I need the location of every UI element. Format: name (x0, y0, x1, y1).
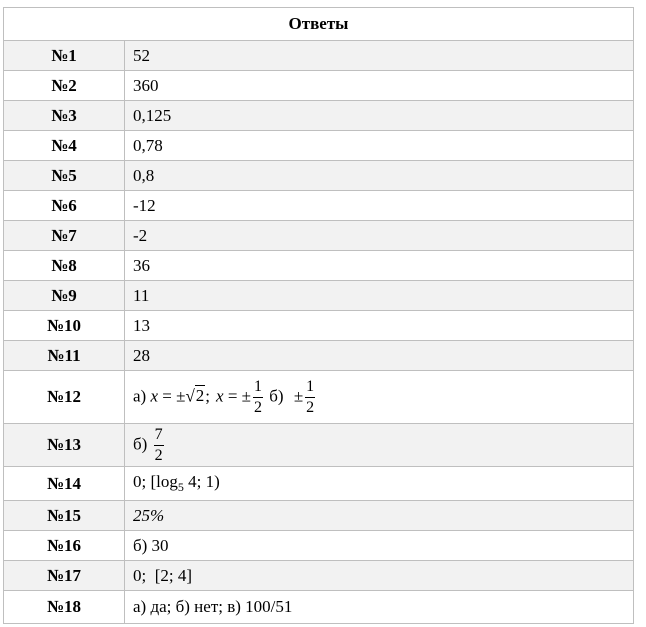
plus-minus-sign: ± (293, 385, 304, 405)
answer-cell: 13 (125, 311, 634, 341)
task-number: №17 (4, 561, 125, 591)
answer-cell: 0,78 (125, 131, 634, 161)
table-row (4, 311, 634, 341)
task-number: №12 (4, 371, 125, 424)
table-row (4, 424, 634, 467)
variable-x: x (150, 385, 159, 405)
table-row (4, 101, 634, 131)
task-number: №1 (4, 41, 125, 71)
table-title: Ответы (4, 8, 634, 41)
sqrt-radicand: 2 (195, 385, 205, 405)
plus-minus-sign: ± (176, 385, 186, 405)
task-number: №16 (4, 531, 125, 561)
fraction (154, 427, 164, 464)
answer-cell-formula (125, 424, 634, 467)
plus-minus-sign: ± (241, 385, 252, 405)
answers-table (3, 7, 634, 624)
sqrt-icon: √ (185, 385, 195, 405)
task-number: №11 (4, 341, 125, 371)
fraction-numerator: 1 (305, 379, 315, 398)
task-number: №8 (4, 251, 125, 281)
answer-cell: 0,125 (125, 101, 634, 131)
answer-cell-formula (125, 467, 634, 501)
fraction (305, 379, 315, 416)
table-row (4, 531, 634, 561)
table-header-row (4, 8, 634, 41)
task-number: №18 (4, 591, 125, 624)
table-row (4, 251, 634, 281)
task-number: №5 (4, 161, 125, 191)
answer-cell: а) да; б) нет; в) 100/51 (125, 591, 634, 624)
answer-cell: 360 (125, 71, 634, 101)
table-row (4, 591, 634, 624)
task-number: №4 (4, 131, 125, 161)
task-number: №6 (4, 191, 125, 221)
fraction-numerator: 7 (154, 427, 164, 446)
answer-cell: 28 (125, 341, 634, 371)
fraction-denominator: 2 (154, 446, 163, 464)
answer-cell: 0,8 (125, 161, 634, 191)
task-number: №3 (4, 101, 125, 131)
separator: ; (205, 385, 211, 405)
table-row (4, 561, 634, 591)
table-row (4, 501, 634, 531)
task-number: №9 (4, 281, 125, 311)
fraction-denominator: 2 (306, 398, 315, 416)
answer-cell: -2 (125, 221, 634, 251)
answer-cell-formula (125, 371, 634, 424)
answer-cell: б) 30 (125, 531, 634, 561)
answer-cell: 11 (125, 281, 634, 311)
answer-cell: -12 (125, 191, 634, 221)
table-row (4, 467, 634, 501)
fraction-numerator: 1 (253, 379, 263, 398)
part-a-label: а) (133, 385, 147, 405)
answer-cell: 25% (125, 501, 634, 531)
task-number: №15 (4, 501, 125, 531)
table-row (4, 131, 634, 161)
part-b-label: б) (269, 385, 284, 405)
table-row (4, 221, 634, 251)
table-row (4, 191, 634, 221)
table-row (4, 371, 634, 424)
task-number: №13 (4, 424, 125, 467)
answer-label: б) (133, 433, 148, 453)
equals-sign: = (227, 385, 238, 405)
task-number: №14 (4, 467, 125, 501)
answer-cell: 0; [2; 4] (125, 561, 634, 591)
log-base: 5 (177, 480, 184, 494)
fraction (253, 379, 263, 416)
task-number: №2 (4, 71, 125, 101)
table-row (4, 281, 634, 311)
variable-x: x (216, 385, 224, 405)
log-prefix: 0; [log (133, 472, 178, 491)
table-row (4, 161, 634, 191)
answer-cell: 52 (125, 41, 634, 71)
table-row (4, 71, 634, 101)
table-row (4, 41, 634, 71)
equals-sign: = (162, 385, 172, 405)
task-number: №10 (4, 311, 125, 341)
log-suffix: 4; 1) (183, 472, 220, 491)
answer-cell: 36 (125, 251, 634, 281)
fraction-denominator: 2 (254, 398, 263, 416)
task-number: №7 (4, 221, 125, 251)
table-row (4, 341, 634, 371)
